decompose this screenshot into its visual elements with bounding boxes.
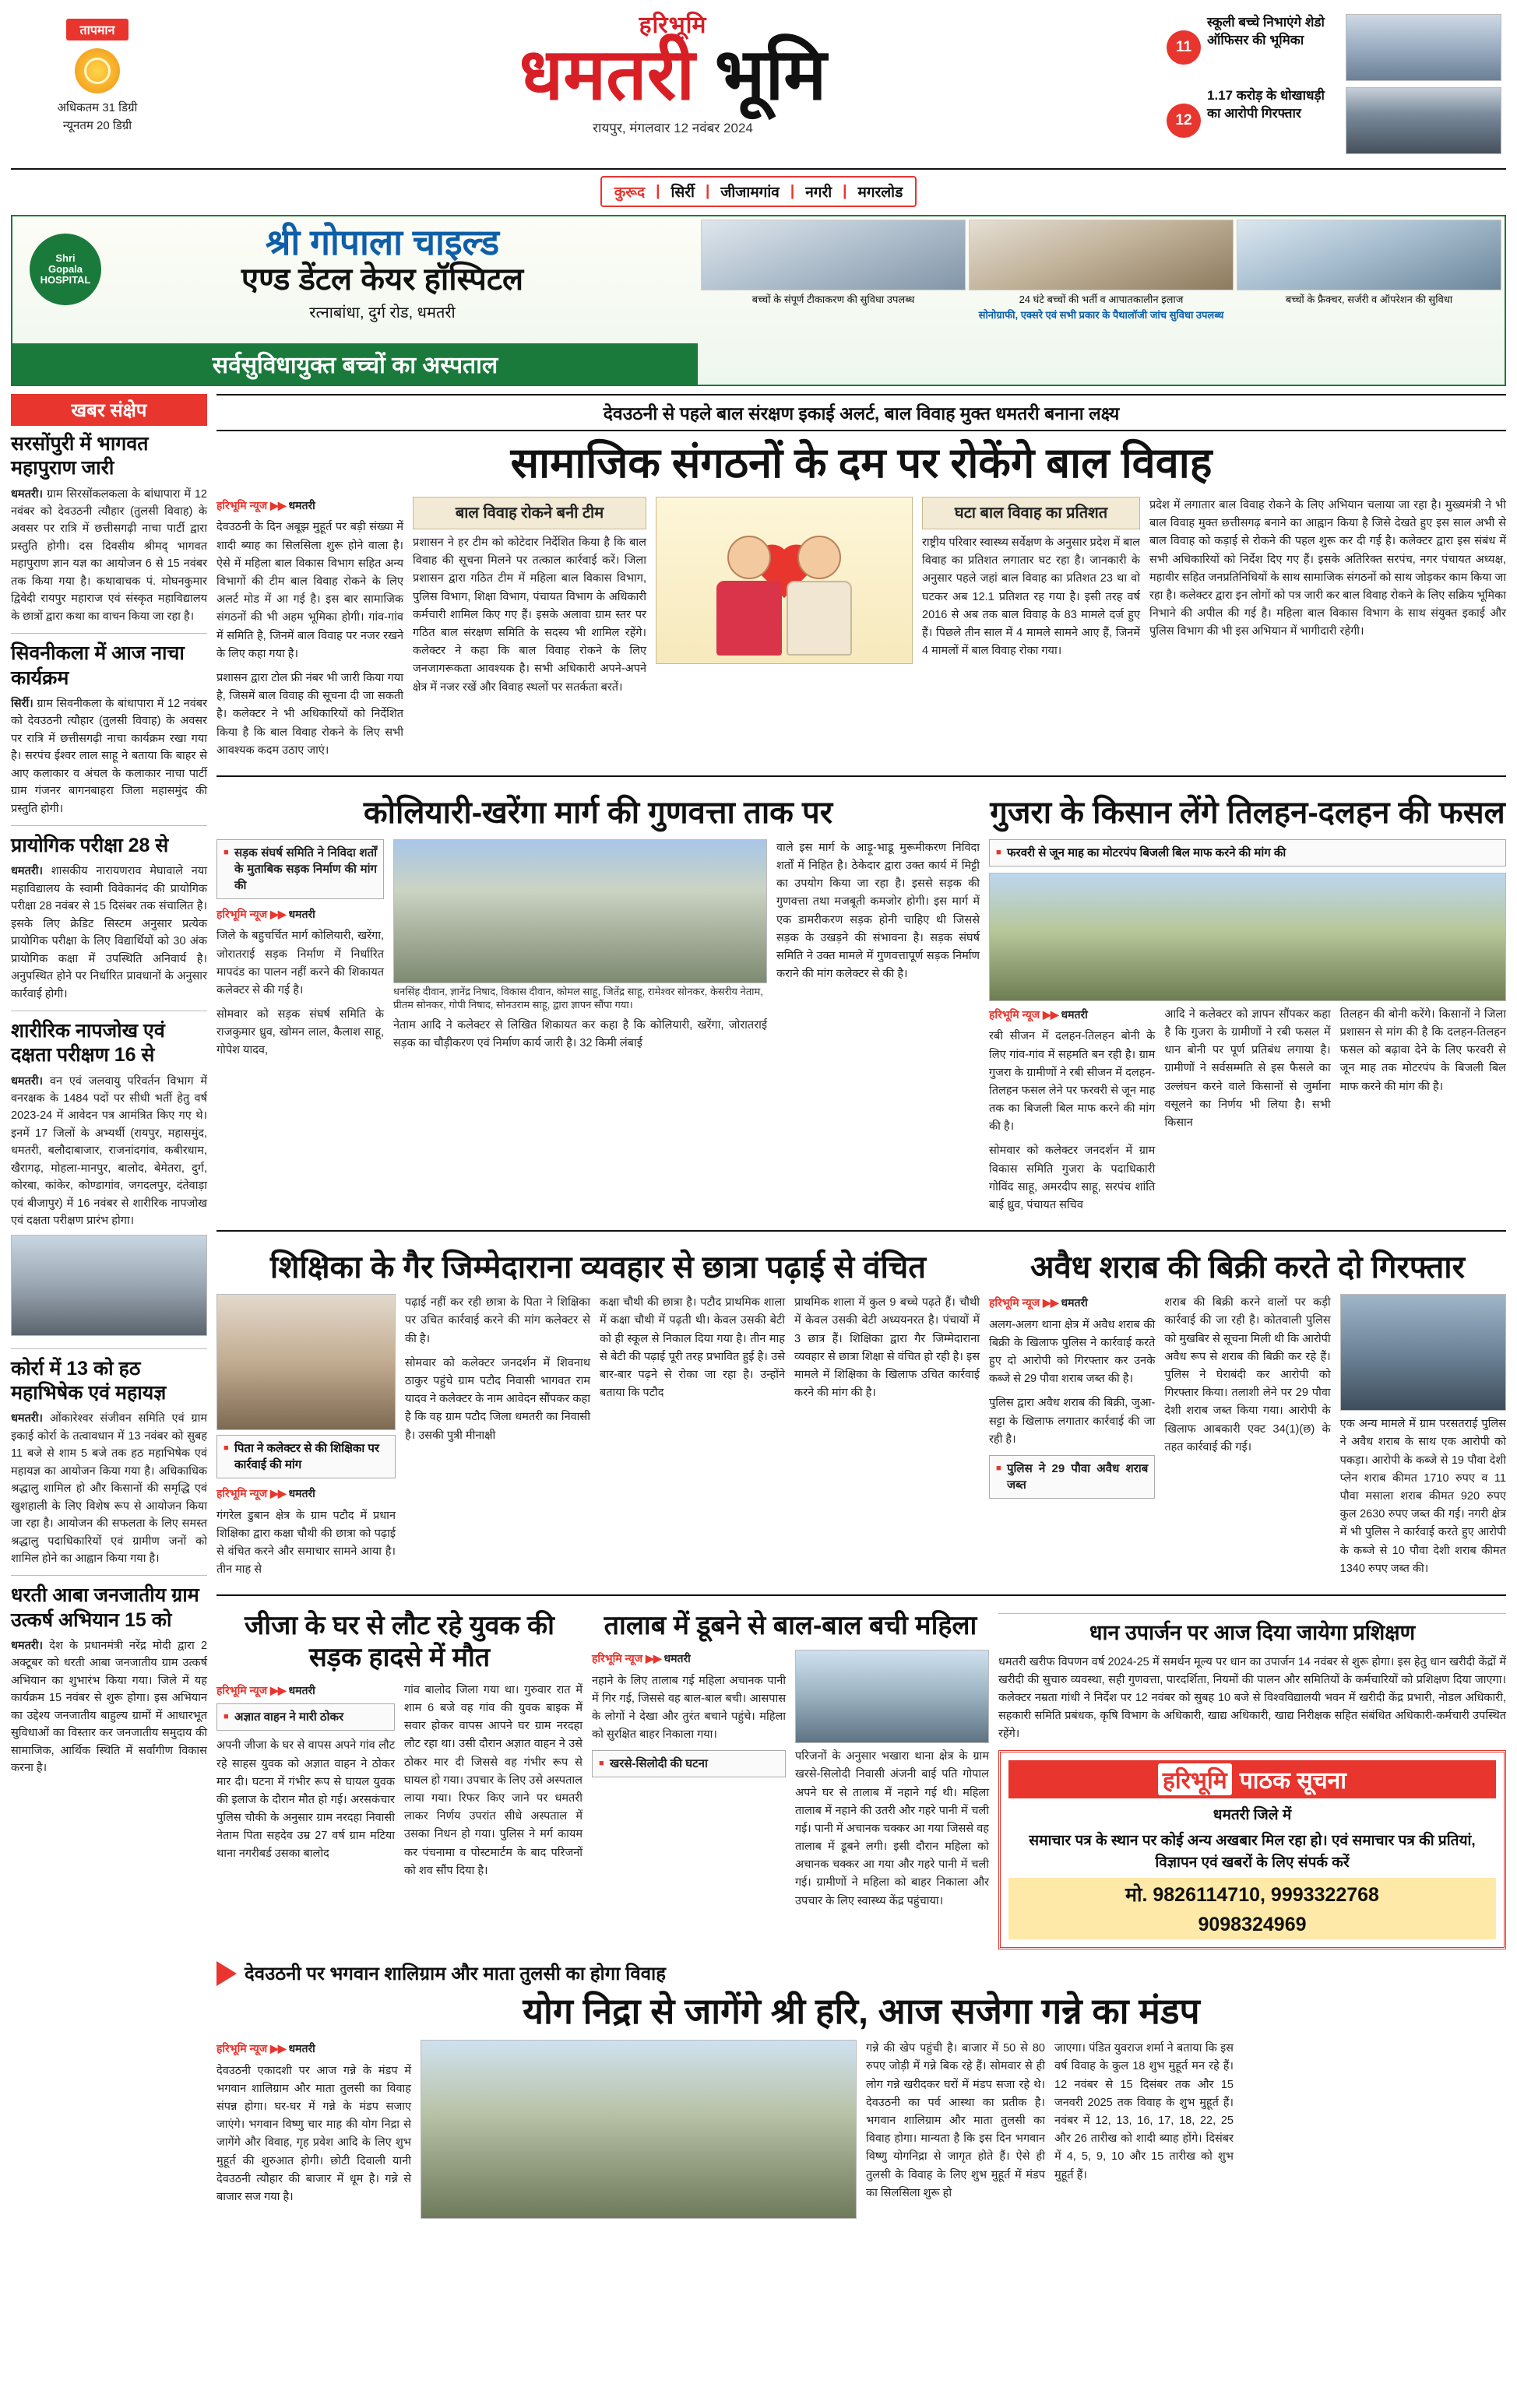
farmer-photo xyxy=(989,873,1506,1001)
teacher-photo xyxy=(216,1294,396,1430)
brief-dateline: धमतरी। xyxy=(11,865,44,878)
notice-line2: समाचार पत्र के स्थान पर कोई अन्य अखबार मिल रहा हो। एवं समाचार पत्र की प्रतियां, विज्ञापन एवं खबरों के लिए संपर्क करें xyxy=(1029,1833,1476,1871)
temperature-label: तापमान xyxy=(66,19,129,40)
reader-notice[interactable] xyxy=(998,1750,1506,1950)
yog-headline[interactable]: योग निद्रा से जागेंगे श्री हरि, आज सजेगा गन्ने का मंडप xyxy=(523,1991,1200,2032)
yog-col-1 xyxy=(216,2040,411,2219)
main-content xyxy=(11,394,1506,2219)
ad-title xyxy=(20,223,690,322)
lead-box-team xyxy=(413,497,646,766)
title-black: भूमि xyxy=(714,35,827,114)
liquor-col3-text: एक अन्य मामले में ग्राम परसतराई पुलिस ने अवैध शराब के साथ एक आरोपी को पकड़ा। आरोपी के कब्जे से 19 पौवा देशी प्लेन शराब कीमत 1710 रुपए व 11 पौवा मसाला शराब कीमत 920 रुपए कुल 2630 रुपए जब्त की गई। नगरी क्षेत्र में भी पुलिस ने कार्रवाई करते हुए आरोपी के कब्जे से 10 पौवा देशी शराब कीमत 1340 रुपए जब्त की। xyxy=(1339,1418,1506,1575)
brief-item[interactable] xyxy=(11,1357,207,1577)
pond-headline[interactable]: तालाब में डूबने से बाल-बाल बची महिला xyxy=(604,1611,977,1641)
yog-kicker-row xyxy=(216,1960,1506,1986)
temperature-max: अधिकतम 31 डिग्री xyxy=(57,101,138,114)
byline-dash: ▶▶ xyxy=(646,1652,661,1665)
story-training xyxy=(998,1605,1506,1949)
brief-dateline: धमतरी। xyxy=(11,1639,44,1652)
byline xyxy=(216,1682,395,1699)
farmer-col-3 xyxy=(1340,1006,1506,1221)
yog-photo-block xyxy=(421,2040,857,2219)
brief-text: ग्राम सिरसोंकलकला के बांधापारा में 12 नवंबर को देवउठनी त्यौहार (तुलसी विवाह) के अवसर पर रात्रि में छत्तीसगढ़ी नाचा पार्टी द्वारा प्रस्तुति होगी। दस दिवसीय श्रीमद् भागवत महापुराण ज्ञान यज्ञ का आयोजन 6 से 15 नवंबर तक किया गया है। कथावाचक पं. मोघनकुमार द्विवेदी रायपुर महाराज एवं संस्कृत महाविद्यालय के छात्रों द्वारा कथा का वाचन किया जा रहा है। xyxy=(11,487,207,623)
byline xyxy=(989,1294,1155,1311)
pond-bullet-text: ■ खरसे-सिलोदी की घटना xyxy=(599,1756,779,1772)
ad-address: रत्नाबांधा, दुर्ग रोड, धमतरी xyxy=(309,304,456,322)
brief-text: शासकीय नारायणराव मेघावाले नया महाविद्यालय के स्वामी विवेकानंद की प्रायोगिक परीक्षा 28 नवंबर से 15 दिसंबर तक संचालित है। इसके लिए क्रेडिट सिस्टम अनुसार प्रत्येक प्रायोगिक परीक्षा के लिए विद्यार्थियों को 30 अंक प्रायोगिक कक्षा में उपस्थिति अनिवार्य है। अनुपस्थित होने पर निर्धारित प्रावधानों के अनुसार कार्रवाई होगी। xyxy=(11,865,207,1000)
byline-place: धमतरी xyxy=(288,907,315,920)
byline-place: धमतरी xyxy=(288,1683,315,1696)
yog-col-2 xyxy=(866,2040,1045,2219)
teacher-bullet xyxy=(216,1435,396,1478)
lead-box-percent xyxy=(922,497,1140,766)
arrow-icon xyxy=(216,1961,237,1986)
top-news-headline: 1.17 करोड़ के धोखाधड़ी का आरोपी गिरफ्तार xyxy=(1207,88,1325,121)
byline-dash: ▶▶ xyxy=(1043,1007,1058,1021)
brief-title: शारीरिक नापजोख एवं दक्षता परीक्षण 16 से xyxy=(11,1020,165,1067)
story-teacher xyxy=(216,1241,980,1585)
teacher-col-2 xyxy=(405,1294,590,1585)
road-photo-block xyxy=(393,839,767,1067)
box-text-team: प्रशासन ने हर टीम को कोटेदार निर्देशित किया है कि बाल विवाह की सूचना मिलने पर तत्काल कार्रवाई करें। जिला प्रशासन द्वारा गठित टीम में महिला बाल विकास विभाग, पुलिस विभाग, शिक्षा विभाग, पंचायत विभाग के अधिकारी कर्मचारी शामिल किए गए हैं। इसके अलावा ग्राम स्तर पर गठित बाल संरक्षण समिति के सदस्य भी शामिल रहेंगे। कलेक्टर ने कहा कि बाल विवाह रोकने के लिए जनजागरूकता आवश्यक है। सभी अधिकारी अपने-अपने क्षेत्र में नजर रखें और विवाह स्थलों पर सतर्कता बरतें। xyxy=(413,536,646,694)
yog-col-3 xyxy=(1054,2040,1234,2219)
byline-dash: ▶▶ xyxy=(1043,1296,1058,1309)
byline-brand: हरिभूमि न्यूज xyxy=(216,907,268,920)
notice-brand: हरिभूमि xyxy=(1158,1763,1232,1795)
story-pond xyxy=(592,1605,989,1949)
accident-col2-text: गांव बालोद जिला गया था। गुरुवार रात में शाम 6 बजे वह गांव की युवक बाइक में सवार होकर वापस आपने घर ग्राम नरदहा लौट रहा था। उसी दौरान अज्ञात वाहन ने उसे ठोकर मार दी जिससे वह गंभीर रूप से घायल हो गया। उपचार के लिए उसे अस्पताल लाया गया। रिफर किए जाने पर धमतरी लाकर निर्णय उपरांत सीधे अस्पताल में उसका निधन हो गया। पुलिस ने मर्ग कायम कर पंचनामा व पोस्टमार्टम के बाद परिजनों को शव सौंप दिया है। xyxy=(404,1683,583,1877)
brief-item[interactable] xyxy=(11,432,207,634)
temperature-box xyxy=(16,14,179,135)
box-title-team: बाल विवाह रोकने बनी टीम xyxy=(413,497,646,529)
notice-title: पाठक सूचना xyxy=(1239,1767,1347,1794)
byline-dash: ▶▶ xyxy=(270,907,286,920)
road-headline[interactable]: कोलियारी-खरेंगा मार्ग की गुणवत्ता ताक पर xyxy=(363,795,833,830)
brief-title: धरती आबा जनजातीय ग्राम उत्कर्ष अभियान 15 को xyxy=(11,1584,199,1631)
divider xyxy=(216,1594,1506,1596)
ad-photo-emergency xyxy=(969,220,1234,290)
masthead-divider xyxy=(11,168,1506,170)
pond-col-1 xyxy=(592,1650,786,1917)
ad-photo-surgery xyxy=(1237,220,1501,290)
byline xyxy=(216,1485,396,1502)
ad-caption-1: बच्चों के संपूर्ण टीकाकरण की सुविधा उपलब्ध xyxy=(751,293,915,305)
byline xyxy=(592,1650,786,1667)
yog-col3-text: जाएगा। पंडित युवराज शर्मा ने बताया कि इस वर्ष विवाह के कुल 18 शुभ मुहूर्त मन रहे हैं। 12 नवंबर से 15 दिसंबर तक और 15 जनवरी 2025 तक विवाह के शुभ मुहूर्त हैं। नवंबर में 12, 13, 16, 17, 18, 22, 25 और 26 तारीख को शादी ब्याह होंगे। दिसंबर में 4, 5, 9, 10 और 15 तारीख को शुभ मुहूर्त हैं। xyxy=(1054,2042,1234,2181)
byline xyxy=(216,2040,411,2057)
brief-text: देश के प्रधानमंत्री नरेंद्र मोदी द्वारा 2 अक्टूबर को धरती आबा जनजातीय ग्राम उत्कर्ष अभियान का शुभारंभ किया गया। जिले में यह कार्यक्रम 15 नवंबर से शुरू होगा। इस अभियान का उद्देश्य जनजातीय बाहुल्य ग्रामों में आधारभूत सुविधाओं का विस्तार कर जनजातीय समुदाय की सामाजिक, आर्थिक स्थिति में सर्वांगीण विकास करना है। xyxy=(11,1639,208,1775)
masthead xyxy=(11,8,1506,160)
ad-caption-3: बच्चों के फ्रैक्चर, सर्जरी व ऑपरेशन की सुविधा xyxy=(1285,293,1453,305)
story-accident xyxy=(216,1605,583,1949)
hospital-advertisement[interactable] xyxy=(11,215,1506,386)
top-news-item[interactable] xyxy=(1167,87,1501,154)
teacher-col4-text: प्राथमिक शाला में कुल 9 बच्चे पढ़ते हैं। चौथी में केवल उसकी बेटी अध्ययनरत है। पंचायों में 3 छात्र हैं। शिक्षिका द्वारा गैर जिम्मेदाराना व्यवहार से छात्रा शिक्षा से वंचित हो रही है। इस मामले में शिक्षिका के खिलाफ उचित कार्रवाई करने की मांग की है। xyxy=(794,1296,980,1400)
road-photo xyxy=(393,839,767,983)
liquor-col2-text: शराब की बिक्री करने वालों पर कड़ी कार्रवाई की जा रही है। कोतवाली पुलिस को मुखबिर से सूचना मिली थी कि आरोपी अवैध रूप से शराब की बिक्री कर रहे हैं। पुलिस ने घेराबंदी कर आरोपी को गिरफ्तार किया। तलाशी लेने पर 29 पौवा देशी शराब जब्त किया गया। आरोपी के खिलाफ आबकारी एक्ट 34(1)(छ) के तहत कार्रवाई की गई। xyxy=(1164,1296,1331,1454)
farmer-col1-text: रबी सीजन में दलहन-तिलहन बोनी के लिए गांव-गांव में सहमति बन रही है। ग्राम गुजरा के ग्रामीणों ने रबी सीजन में दलहन-तिलहन फसल लेने पर फरवरी से जून माह तक का बिजली बिल माफ करने की मांग की है। xyxy=(989,1030,1156,1134)
ad-left-panel xyxy=(12,216,698,385)
liquor-col1-text: अलग-अलग थाना क्षेत्र में अवैध शराब की बिक्री के खिलाफ पुलिस ने कार्रवाई करते हुए दो आरोपी को गिरफ्तार कर उनके कब्जे से 29 पौवा शराब जब्त की है। xyxy=(989,1318,1156,1386)
farmer-headline[interactable]: गुजरा के किसान लेंगे तिलहन-दलहन की फसल xyxy=(990,795,1505,830)
teacher-bullet-text: ■ पिता ने कलेक्टर से की शिक्षिका पर कार्रवाई की मांग xyxy=(224,1440,389,1473)
farmer-bullet-text: ■ फरवरी से जून माह का मोटरपंप बिजली बिल माफ करने की मांग की xyxy=(996,845,1499,861)
road-col1b-text: सोमवार को सड़क संघर्ष समिति के राजकुमार ध्रुव, खोमन लाल, कैलाश साहू, गोपेश यादव, xyxy=(216,1008,384,1057)
ad-caption-2: 24 घंटे बच्चों की भर्ती व आपातकालीन इलाज xyxy=(1019,293,1184,305)
teacher-col-3 xyxy=(600,1294,785,1585)
brief-title: कोर्रा में 13 को हठ महाभिषेक एवं महायज्ञ xyxy=(11,1357,167,1404)
pond-bullet xyxy=(592,1750,786,1777)
farmer-col-2 xyxy=(1164,1006,1330,1221)
stories-column xyxy=(216,394,1506,2219)
logo-line2: Gopala xyxy=(48,262,83,275)
top-news-headline: स्कूली बच्चे निभाएंगे शेडो ऑफिसर की भूमिका xyxy=(1207,15,1325,47)
brief-dateline: धमतरी। xyxy=(11,1074,44,1088)
lead-para-1: देवउठनी के दिन अबूझ मुहूर्त पर बड़ी संख्या में शादी ब्याह का सिलसिला शुरू होने वाला है। ऐसे में महिला बाल विकास विभाग सहित अन्य विभागों की टीम बाल विवाह रोकने के लिए अलर्ट मोड में आ गई है। इस बार सामाजिक संगठनों की भी अहम भूमिका होगी। गांव-गांव में समिति है, जिनमें बाल विवाह पर नजर रखने के लिए कहा गया है। xyxy=(216,521,403,660)
liquor-headline[interactable]: अवैध शराब की बिक्री करते दो गिरफ्तार xyxy=(1030,1250,1465,1285)
byline-place: धमतरी xyxy=(1061,1007,1088,1021)
teacher-col2-text: पढ़ाई नहीं कर रही छात्रा के पिता ने शिक्षिका पर उचित कार्रवाई करने की मांग कलेक्टर से की है। xyxy=(405,1296,590,1345)
byline-brand: हरिभूमि न्यूज xyxy=(216,1487,268,1500)
accident-col1-text: अपनी जीजा के घर से वापस अपने गांव लौट रहे साहस युवक को अज्ञात वाहन ने ठोकर मार दी। घटना में गंभीर रूप से घायल युवक की इलाज के दौरान मौत हो गई। अरसकंचार पुलिस चौकी के अनुसार ग्राम नरदहा निवासी नेताम पिता सहदेव उम्र 27 वर्ष ग्राम मटिया थाना नगरीबर्ड उसका बालोद xyxy=(216,1739,395,1861)
sun-icon xyxy=(75,48,120,93)
byline-brand: हरिभूमि न्यूज xyxy=(592,1652,643,1665)
accident-headline[interactable]: जीजा के घर से लौट रहे युवक की सड़क हादसे में मौत xyxy=(245,1611,554,1673)
byline xyxy=(216,497,403,514)
teacher-headline[interactable]: शिक्षिका के गैर जिम्मेदाराना व्यवहार से छात्रा पढ़ाई से वंचित xyxy=(269,1250,927,1285)
liquor-accused-photo xyxy=(1340,1294,1506,1411)
byline xyxy=(216,905,384,923)
road-col-1 xyxy=(216,839,384,1067)
pond-col2-text: परिजनों के अनुसार भखारा थाना क्षेत्र के ग्राम खरसे-सिलोदी निवासी अंजनी बाई पति गोपाल अपने घर से तालाब में नहाने गई थी। महिला तालाब में नहाने की उतरी और गहरे पानी में चली गई। पानी में अचानक चक्कर आ गया जिससे वह तालाब में डूबने लगी। इसी दौरान महिला को अचानक चक्कर आ गया और गहरे पानी में चली गई। ग्रामीणों ने महिला को बाहर निकाला और उपचार के लिए स्वास्थ्य केंद्र पहुंचाया। xyxy=(795,1750,989,1907)
accident-col-1 xyxy=(216,1682,395,1886)
notice-header xyxy=(1008,1760,1496,1798)
liquor-col-3 xyxy=(1340,1294,1506,1584)
story-liquor xyxy=(989,1241,1506,1585)
training-text: खरीफ विपणन वर्ष 2024-25 में समर्थन मूल्य पर धान का उपार्जन 14 नवंबर से शुरू होगा। इस हेतु धान खरीदी केंद्रों में खरीदी की सुचारु व्यवस्था, सही गुणवत्ता, पारदर्शिता, नियमों की पालन और समितियों के कर्मचारियों को प्रशिक्षण दिया जाएगा। कलेक्टर नम्रता गांधी ने निर्देश पर 12 नवंबर को सुबह 10 बजे से विश्वविद्यालयी भवन में खरीदी केंद्र प्रभारी, नोडल अधिकारी, सहकारी समिति प्रबंधक, कृषि विभाग के अधिकारी, खाद्य अधिकारी, खाद्य निरीक्षक सहित संबंधित अधिकारी-कर्मचारी उपस्थित रहेंगे। xyxy=(998,1655,1506,1741)
box-title-percent: घटा बाल विवाह का प्रतिशत xyxy=(922,497,1140,529)
accident-bullet xyxy=(216,1703,395,1731)
road-col2-text: नेताम आदि ने कलेक्टर से लिखित शिकायत कर कहा है कि कोलियारी, खरेंगा, जोरातराई सड़क का चौड़ीकरण एवं निर्माण कार्य जारी है। 32 किमी लंबाई xyxy=(393,1018,767,1049)
farmer-col-1 xyxy=(989,1006,1155,1221)
road-bullet-text: ■ सड़क संघर्ष समिति ने निविदा शर्तों के मुताबिक सड़क निर्माण की मांग की xyxy=(224,845,377,894)
teacher-photo-block xyxy=(216,1294,396,1585)
top-news-list xyxy=(1167,14,1501,160)
lead-last-text: प्रदेश में लगातार बाल विवाह रोकने के लिए अभियान चलाया जा रहा है। मुख्यमंत्री ने भी बाल विवाह मुक्त छत्तीसगढ़ बनाने का आह्वान किया है जिसे देखते हुए इस साल अभी से बाल विवाह को कड़ाई से रोकने की पहल शुरू कर दी गई है। कलेक्टर द्वारा इस संबंध में सभी अधिकारियों को निर्देश दिए गए हैं। इसके अतिरिक्त सरपंच, नगर पंचायत अध्यक्ष, महावीर सहित जनप्रतिनिधियों के साथ सामाजिक संगठनों को साथ जोड़कर काम किया जा रहा है। कलेक्टर द्वारा इन लोगों को पत्र जारी कर बाल विवाह रोकने के लिए सक्रिय भूमिका निभाने की अपील की गई है। महिला बाल विकास विभाग के साथ संयुक्त इकाई और पुलिस विभाग की भी इस अभियान में भागीदारी रहेगी। xyxy=(1149,499,1506,638)
brief-photo xyxy=(11,1235,207,1336)
byline-place: धमतरी xyxy=(288,1487,315,1500)
notice-line1: धमतरी जिले में xyxy=(1213,1806,1292,1823)
brief-text: ग्राम सिवनीकला के बांधापारा में 12 नवंबर को देवउठनी त्यौहार (तुलसी विवाह) के अवसर पर रात्रि में छत्तीसगढ़ी नाचा कार्यक्रम रखा गया है। सरपंच ईश्वर लाल साहू ने बताया कि बाहर से आए कलाकार व अंचल के कलाकार नाचा पार्टी ग्राम गंजनर बागनबाहरा जिला महासमुंद की प्रस्तुति होगी। xyxy=(11,697,208,815)
lead-para-2: प्रशासन द्वारा टोल फ्री नंबर भी जारी किया गया है, जिसमें बाल विवाह की सूचना दी जा सकती है। कलेक्टर ने भी अधिकारियों को निर्देशित किया है कि बाल विवाह रोकने के लिए सभी आवश्यक कदम उठाए जाएं। xyxy=(216,671,403,757)
accident-bullet-text: ■ अज्ञात वाहन ने मारी ठोकर xyxy=(224,1709,388,1725)
ad-title-line2: एण्ड डेंटल केयर हॉस्पिटल xyxy=(241,262,524,297)
liquor-bullet xyxy=(989,1455,1155,1499)
lead-col-1 xyxy=(216,497,403,766)
brief-item[interactable] xyxy=(11,1584,207,1784)
road-col3-text: वाले इस मार्ग के आड़ू-भाडू मुरूमीकरण निविदा शर्तों में निहित है। ठेकेदार द्वारा उक्त कार्य में मिट्टी का उपयोग किया जा रहा है। इससे सड़क की गुणवत्ता तथा मजबूती कमजोर होगी। इस मार्ग में एक डामरीकरण सड़क होनी चाहिए थी जिससे सड़क के उखड़ने की संभावना है। सड़क संघर्ष समिति ने उक्त मामले में गुणवत्तापूर्ण सड़क निर्माण कराने की मांग कलेक्टर से की है। xyxy=(776,841,980,981)
pond-col1-text: नहाने के लिए तालाब गई महिला अचानक पानी में गिर गई, जिससे वह बाल-बाल बची। आसपास के लोगों ने देखा और तुरंत बचाने पहुंचे। महिला को सुरक्षित बाहर निकाला गया। xyxy=(592,1674,786,1742)
edition-tag-kurud[interactable]: कुरूद xyxy=(614,185,646,201)
byline-place: धमतरी xyxy=(288,499,315,512)
brief-item[interactable] xyxy=(11,1019,207,1349)
pond-col-2 xyxy=(795,1650,989,1917)
dateline: रायपुर, मंगलवार 12 नवंबर 2024 xyxy=(593,121,753,135)
top-news-item[interactable] xyxy=(1167,14,1501,81)
edition-tag-magarlod[interactable]: मगरलोड xyxy=(857,185,903,201)
road-photo-caption: धनसिंह दीवान, ज्ञानेंद्र निषाद, विकास दीवान, कोमल साहू, जितेंद्र साहू, रामेश्वर सोनकर, केसरीय नेताम, प्रीतम सोनकर, गोपी निषाद, सोनउराम साहू, द्वारा ज्ञापन सौंपा गया। xyxy=(393,985,763,1011)
lead-story-body xyxy=(216,497,1506,766)
yog-body xyxy=(216,2040,1506,2219)
logo-line1: Shri xyxy=(55,251,76,264)
row-road-farmer xyxy=(216,786,1506,1221)
brief-title: प्रायोगिक परीक्षा 28 से xyxy=(11,835,169,857)
groom-figure xyxy=(773,536,866,656)
brief-dateline: धमतरी। xyxy=(11,487,44,501)
edition-tags: कुरूद | सिर्री | जीजामगांव | नगरी | मगरलोड xyxy=(11,176,1506,207)
ad-title-line1: श्री गोपाला चाइल्ड xyxy=(265,222,500,262)
byline-brand: हरिभूमि न्यूज xyxy=(216,2042,268,2055)
edition-tag-sirri[interactable]: सिर्री xyxy=(671,185,695,201)
top-news-photo xyxy=(1346,87,1501,154)
lead-headline[interactable]: सामाजिक संगठनों के दम पर रोकेंगे बाल विवाह xyxy=(510,440,1213,487)
brief-dateline: सिर्री। xyxy=(11,697,33,710)
road-col1-text: जिले के बहुचर्चित मार्ग कोलियारी, खरेंगा, जोरातराई सड़क निर्माण में निर्धारित मापदंड का पालन नहीं करने की शिकायत कलेक्टर से की गई है। xyxy=(216,930,384,997)
pond-photo xyxy=(795,1650,989,1743)
brand-name: हरिभूमि xyxy=(639,12,707,38)
training-body xyxy=(998,1654,1506,1744)
byline-dash: ▶▶ xyxy=(270,499,286,512)
brief-text: ओंकारेश्वर संजीवन समिति एवं ग्राम इकाई कोर्रा के तत्वावधान में 13 नवंबर को सुबह 11 बजे से शाम 5 बजे तक हठ महाभिषेक एवं महायज्ञ का आयोजन किया गया है। अधिकाधिक श्रद्धालु शामिल हो और किसानों की समृद्धि एवं खुशहाली के लिए विशेष रूप से आयोजन किया जा रहा है। आयोजन की सफलता के लिए समस्त श्रद्धालु पदाधिकारियों एवं ग्रामीण जनों को शामिल होने का आह्वान किया गया है। xyxy=(11,1412,207,1565)
page-title xyxy=(187,35,1159,114)
byline-brand: हरिभूमि न्यूज xyxy=(989,1007,1040,1021)
sugarcane-market-photo xyxy=(421,2040,857,2219)
byline-dash: ▶▶ xyxy=(270,1683,286,1696)
road-col-3 xyxy=(776,839,980,1067)
edition-tag-jijamgaon[interactable]: जीजामगांव xyxy=(720,185,780,201)
byline-place: धमतरी xyxy=(663,1652,691,1665)
byline-brand: हरिभूमि न्यूज xyxy=(216,499,268,512)
yog-col2-text: गन्ने की खेप पहुंची है। बाजार में 50 से 80 रुपए जोड़ी में गन्ने बिक रहे हैं। सोमवार से ही लोग गन्ने खरीदकर घरों में मंडप सजा रहे थे। देवउठनी का पर्व आस्था का प्रतीक है। भगवान शालिग्राम और माता तुलसी का विवाह होगा। मान्यता है कि इस दिन भगवान विष्णु योगनिद्रा से जागृत होते हैं। ऐसे ही तुलसी के विवाह के लिए शुभ मुहूर्त में मंडप का सिलसिला शुरू हो xyxy=(866,2042,1045,2199)
liquor-col-2 xyxy=(1164,1294,1330,1584)
hospital-logo xyxy=(30,234,101,305)
brief-column xyxy=(11,394,207,2219)
farmer-col3-text: तिलहन की बोनी करेंगे। किसानों ने जिला प्रशासन से मांग की है कि दलहन-तिलहन फसल को बढ़ावा देने के लिए फरवरी से जून माह तक मोटरपंप के बिजली बिल माफ करने की मांग की है। xyxy=(1339,1007,1506,1093)
brief-text: वन एवं जलवायु परिवर्तन विभाग में वनरक्षक के 1484 पदों पर सीधी भर्ती हेतु वर्ष 2023-24 में आवेदन पत्र आमंत्रित किए गए थे। इनमें 17 जिलों के अभ्यर्थी (रायपुर, महासमुंद, धमतरी, बलौदाबाजार, राजनांदगांव, कबीरधाम, खैरागढ़, मोहला-मानपुर, बालोद, बेमेतरा, दुर्ग, कोरबा, कांकेर, कोण्डागांव, जगदलपुर, दंतेवाड़ा एवं बीजापुर) में 16 नवंबर से शारीरिक नापजोख एवं दक्षता परीक्षण प्रारंभ होगा। xyxy=(11,1074,207,1228)
byline-place: धमतरी xyxy=(1061,1296,1088,1309)
paper-title-block xyxy=(187,14,1159,136)
byline-dash: ▶▶ xyxy=(270,1487,286,1500)
liquor-col1b-text: पुलिस द्वारा अवैध शराब की बिक्री, जुआ-सट्टा के खिलाफ लगातार कार्रवाई की जा रही है। xyxy=(989,1397,1156,1446)
divider xyxy=(216,1230,1506,1232)
road-bullet xyxy=(216,839,384,899)
byline-place: धमतरी xyxy=(288,2042,315,2055)
teacher-col3-text: कक्षा चौथी की छात्रा है। पटौद प्राथमिक शाला में कक्षा चौथी में पढ़ती थी। केवल उसकी बेटी को ही स्कूल से निकाल दिया गया है। तीन माह से बेटी की पढ़ाई पूरी तरह प्रभावित हुई है। उसे बार-बार पढ़ने से रोका जा रहा है। उन्होंने बताया कि पटौद xyxy=(600,1296,785,1400)
brief-item[interactable] xyxy=(11,642,207,826)
brief-item[interactable] xyxy=(11,834,207,1011)
story-farmer xyxy=(989,786,1506,1221)
teacher-col-4 xyxy=(794,1294,980,1585)
yog-kicker: देवउठनी पर भगवान शालिग्राम और माता तुलसी का होगा विवाह xyxy=(245,1963,666,1985)
training-place: धमतरी xyxy=(998,1655,1026,1668)
farmer-col2-text: आदि ने कलेक्टर को ज्ञापन सौंपकर कहा है कि गुजरा के ग्रामीणों ने रबी फसल में धान बोनी पर पूर्ण प्रतिबंध लगाया है। ग्रामीणों ने सर्वसम्मति से इस फैसले का उल्लंघन करने वाले किसानों से जुर्माना वसूलने का निर्णय भी लिया है। सभी किसान xyxy=(1164,1007,1331,1130)
liquor-col-1 xyxy=(989,1294,1155,1584)
byline-brand: हरिभूमि न्यूज xyxy=(989,1296,1040,1309)
temperature-min: न्यूनतम 20 डिग्री xyxy=(62,118,132,132)
byline xyxy=(989,1006,1155,1023)
brief-title: सरसोंपुरी में भागवत महापुराण जारी xyxy=(11,433,149,480)
accident-col-2 xyxy=(404,1682,583,1886)
lead-col-last xyxy=(1149,497,1506,766)
ad-photo-vaccination xyxy=(701,220,966,290)
ad-right-panel xyxy=(698,216,1505,385)
farmer-col1b-text: सोमवार को कलेक्टर जनदर्शन में ग्राम विकास समिति गुजरा के पदाधिकारी गोविंद साहू, अमरदीप साहू, सरपंच शांति बाई ध्रुव, पंचायत सचिव xyxy=(989,1144,1156,1211)
byline-brand: हरिभूमि न्यूज xyxy=(216,1683,268,1696)
edition-tag-nagri[interactable]: नगरी xyxy=(805,185,832,201)
title-red: धमतरी xyxy=(519,35,695,114)
page-number-badge: 11 xyxy=(1167,30,1201,65)
teacher-col2b-text: सोमवार को कलेक्टर जनदर्शन में शिवनाथ ठाकुर पहुंचे ग्राम पटौद निवासी भागवत राम यादव ने कलेक्टर के नाम आवेदन सौंपकर कहा है कि वह ग्राम पटौद जिला धमतरी का निवासी है। उसकी पुत्री मीनाक्षी xyxy=(405,1356,590,1442)
row-teacher-liquor xyxy=(216,1241,1506,1585)
divider xyxy=(216,775,1506,777)
liquor-bullet-text: ■ पुलिस ने 29 पौवा अवैध शराब जब्त xyxy=(996,1461,1148,1493)
training-headline[interactable]: धान उपार्जन पर आज दिया जायेगा प्रशिक्षण xyxy=(998,1613,1506,1645)
child-marriage-illustration xyxy=(656,497,913,664)
notice-phone-2[interactable]: 9098324969 xyxy=(1008,1911,1496,1939)
row-accident-pond xyxy=(216,1605,1506,1949)
box-text-percent: राष्ट्रीय परिवार स्वास्थ्य सर्वेक्षण के अनुसार प्रदेश में बाल विवाह का प्रतिशत लगातार घट रहा है। जानकारी के अनुसार पहले जहां बाल विवाह का प्रतिशत 23 था वो घटकर अब 12.1 प्रतिशत रह गया है। इसी तरह वर्ष 2016 से अब तक बाल विवाह के 83 मामले दर्ज हुए हैं। पिछले तीन साल में 4 मामले सामने आए हैं, जिनमें 4 मामलों में बाल विवाह रोका गया। xyxy=(922,536,1140,658)
teacher-col1-text: गंगरेल डुबान क्षेत्र के ग्राम पटौद में प्रधान शिक्षिका द्वारा कक्षा चौथी की छात्रा को पढ़ाई से वंचित करने और समाचार सामने आया है। तीन माह से xyxy=(216,1509,396,1577)
lead-kicker: देवउठनी से पहले बाल संरक्षण इकाई अलर्ट, बाल विवाह मुक्त धमतरी बनाना लक्ष्य xyxy=(216,394,1506,431)
brief-column-header: खबर संक्षेप xyxy=(11,394,207,426)
farmer-bullet xyxy=(989,839,1506,867)
ad-caption-blue: सोनोग्राफी, एक्सरे एवं सभी प्रकार के पैथालॉजी जांच सुविधा उपलब्ध xyxy=(978,309,1224,322)
page-number-badge: 12 xyxy=(1167,104,1201,138)
yog-col1-text: देवउठनी एकादशी पर आज गन्ने के मंडप में भगवान शालिग्राम और माता तुलसी का विवाह संपन्न होगा। घर-घर में गन्ने के मंडप सजाए जाएंगे। भगवान विष्णु चार माह की योग निद्रा से जागेंगे और विवाह, गृह प्रवेश आदि के लिए शुभ मुहूर्त की शुरुआत होगी। छोटी दिवाली यानी देवउठनी त्यौहार की बाजार में धूम है। गन्ने से बाजार सज गया है। xyxy=(216,2064,411,2203)
notice-phone-1[interactable]: मो. 9826114710, 9993322768 xyxy=(1008,1878,1496,1911)
lead-illustration-block xyxy=(656,497,913,766)
story-road xyxy=(216,786,980,1221)
logo-line3: HOSPITAL xyxy=(40,274,91,286)
brief-title: सिवनीकला में आज नाचा कार्यक्रम xyxy=(11,642,185,689)
top-news-photo xyxy=(1346,14,1501,81)
byline-dash: ▶▶ xyxy=(270,2042,286,2055)
brief-dateline: धमतरी। xyxy=(11,1412,44,1425)
ad-tagline: सर्वसुविधायुक्त बच्चों का अस्पताल xyxy=(12,343,698,385)
